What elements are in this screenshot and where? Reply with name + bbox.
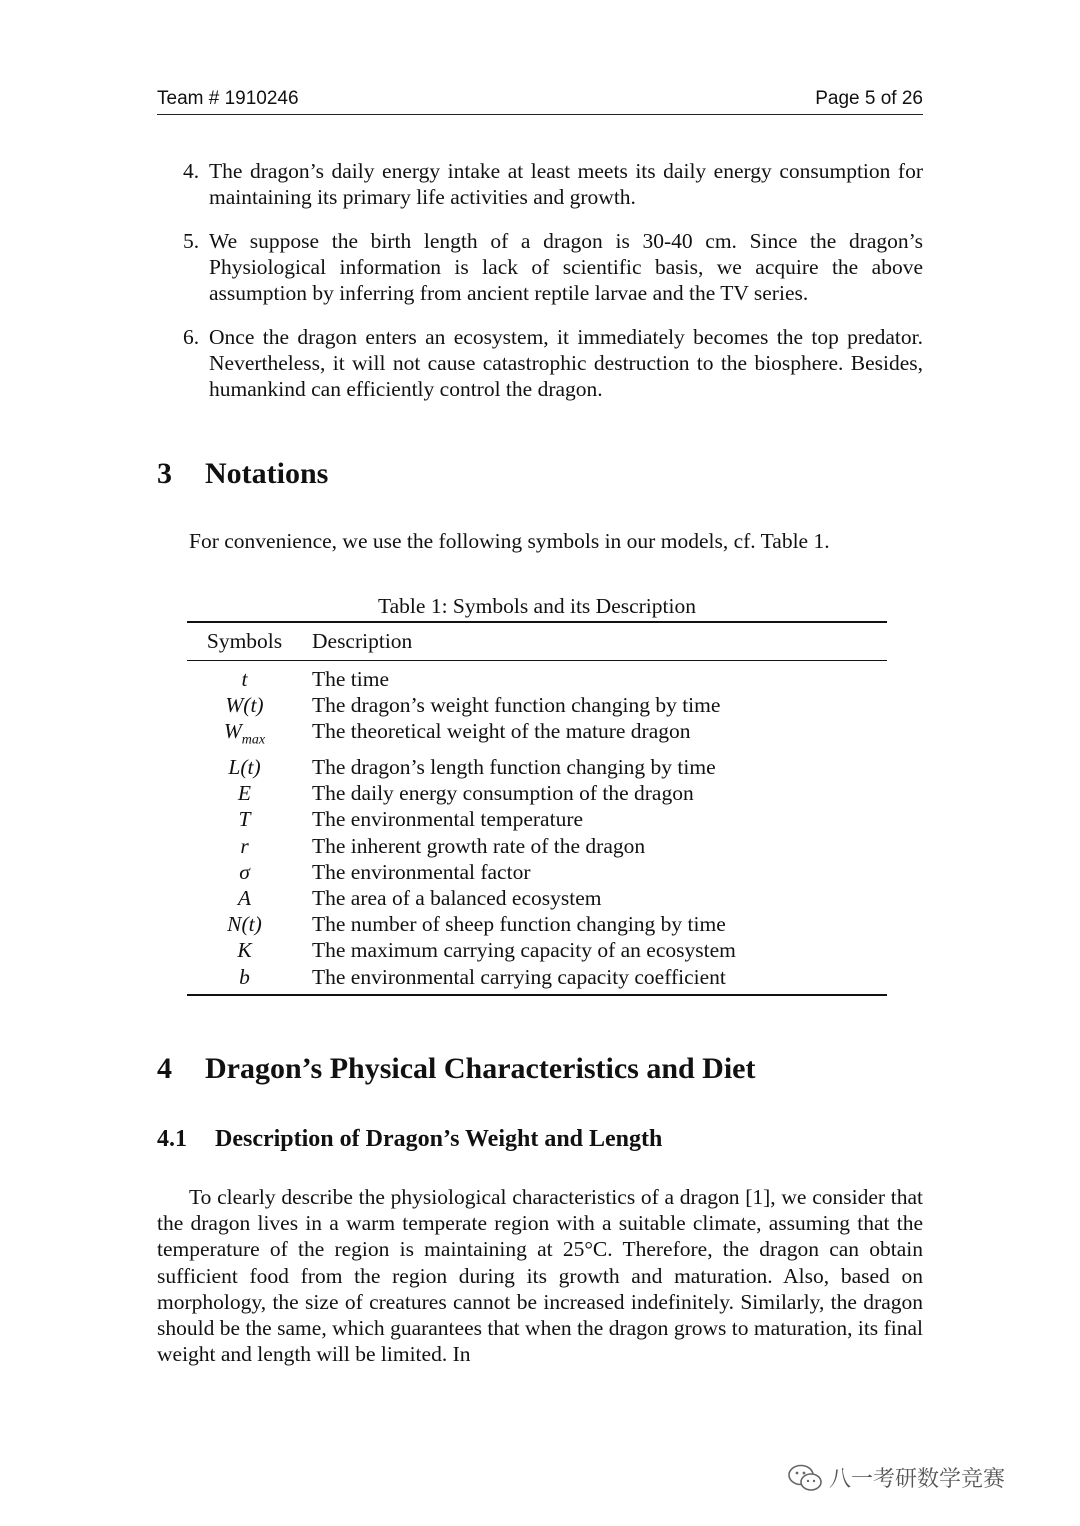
symbol-cell: K — [237, 938, 252, 963]
description-cell: The time — [312, 667, 390, 691]
watermark-text: 八一考研数学竞赛 — [829, 1467, 1006, 1492]
assumption-list — [157, 158, 923, 420]
page-number: Page 5 of 26 — [815, 88, 923, 109]
list-item-number: 4. — [183, 159, 200, 183]
subsection-number: 4.1 — [157, 1126, 187, 1152]
table-row — [187, 806, 887, 832]
section-number: 4 — [157, 1052, 172, 1085]
column-header-symbols: Symbols — [187, 622, 302, 661]
symbol-cell: T — [238, 807, 251, 832]
symbols-table — [187, 621, 887, 996]
section-heading-notations — [157, 457, 328, 491]
subsection-title: Description of Dragon’s Weight and Length — [215, 1126, 663, 1152]
description-cell: The environmental carrying capacity coefficient — [312, 964, 726, 989]
description-cell: The environmental temperature — [312, 807, 584, 832]
list-item — [157, 158, 923, 210]
section-title: Notations — [205, 457, 329, 490]
description-cell: The number of sheep function changing by time — [312, 912, 726, 937]
section-number: 3 — [157, 457, 172, 490]
body-paragraph: To clearly describe the physiological characteristics of a dragon [1], we consider that the dragon lives in a warm temperate region with a suitable climate, assuming that the temperature of the region is maintaining at 25°C. Therefore, the dragon can obtain sufficient food from the region during its growth and maturation. Also, based on morphology, the size of creatures cannot be increased indefinitely. Similarly, the dragon should be the same, which guarantees that when the dragon grows to maturation, its final weight and length will be limited. In — [157, 1185, 923, 1367]
description-cell: The theoretical weight of the mature dragon — [312, 719, 691, 744]
symbol-cell: E — [237, 781, 252, 806]
table-row — [187, 964, 887, 995]
list-item — [157, 324, 923, 402]
table-row — [187, 661, 887, 693]
team-number: Team # 1910246 — [157, 88, 299, 109]
description-cell: The dragon’s weight function changing by time — [312, 693, 721, 718]
description-cell: The area of a balanced ecosystem — [312, 885, 602, 910]
list-item-text: We suppose the birth length of a dragon is 30-40 cm. Since the dragon’s Physiological information is lack of scientific basis, we acquire the above assumption by inferring from ancient reptile larvae and the TV series. — [209, 229, 923, 305]
symbol-cell: N(t) — [227, 912, 262, 937]
symbol-cell: r — [240, 833, 249, 858]
notations-intro: For convenience, we use the following symbols in our models, cf. Table 1. — [189, 529, 830, 553]
table-caption: Table 1: Symbols and its Description — [378, 594, 696, 618]
table-row — [187, 754, 887, 780]
table-row — [187, 911, 887, 937]
page-header — [157, 88, 923, 115]
section-heading-physical — [157, 1052, 756, 1086]
symbol-cell: t — [241, 667, 248, 691]
description-cell: The environmental factor — [312, 859, 531, 884]
symbol-cell: σ — [239, 859, 250, 884]
symbol-base: W — [223, 719, 242, 744]
table-row — [187, 780, 887, 806]
table-row — [187, 718, 887, 754]
watermark — [787, 1462, 1005, 1493]
description-cell: The maximum carrying capacity of an ecosystem — [312, 938, 736, 963]
table-row — [187, 937, 887, 963]
symbol-cell: b — [239, 964, 250, 989]
description-cell: The inherent growth rate of the dragon — [312, 833, 646, 858]
table-row — [187, 692, 887, 718]
list-item — [157, 228, 923, 306]
description-cell: The dragon’s length function changing by time — [312, 754, 716, 779]
list-item-text: Once the dragon enters an ecosystem, it immediately becomes the top predator. Nevertheless, it will not cause catastrophic destruction to the biosphere. Besides, humankind can efficiently control the dragon. — [209, 325, 923, 401]
section-title: Dragon’s Physical Characteristics and Diet — [205, 1052, 756, 1085]
symbol-cell: W(t) — [225, 693, 264, 718]
list-item-number: 6. — [183, 325, 200, 349]
table-row — [187, 885, 887, 911]
symbol-subscript: max — [241, 732, 266, 748]
column-header-description: Description — [302, 622, 887, 661]
description-cell: The daily energy consumption of the dragon — [312, 781, 694, 806]
wechat-icon — [787, 1463, 823, 1493]
symbol-cell: L(t) — [228, 754, 261, 779]
table-row — [187, 859, 887, 885]
symbol-cell: A — [237, 885, 252, 910]
list-item-number: 5. — [183, 229, 200, 253]
table-row — [187, 833, 887, 859]
symbol-cell — [187, 718, 302, 754]
subsection-heading-weight-length — [157, 1126, 662, 1153]
list-item-text: The dragon’s daily energy intake at least meets its daily energy consumption for maintaining its primary life activities and growth. — [209, 159, 923, 209]
